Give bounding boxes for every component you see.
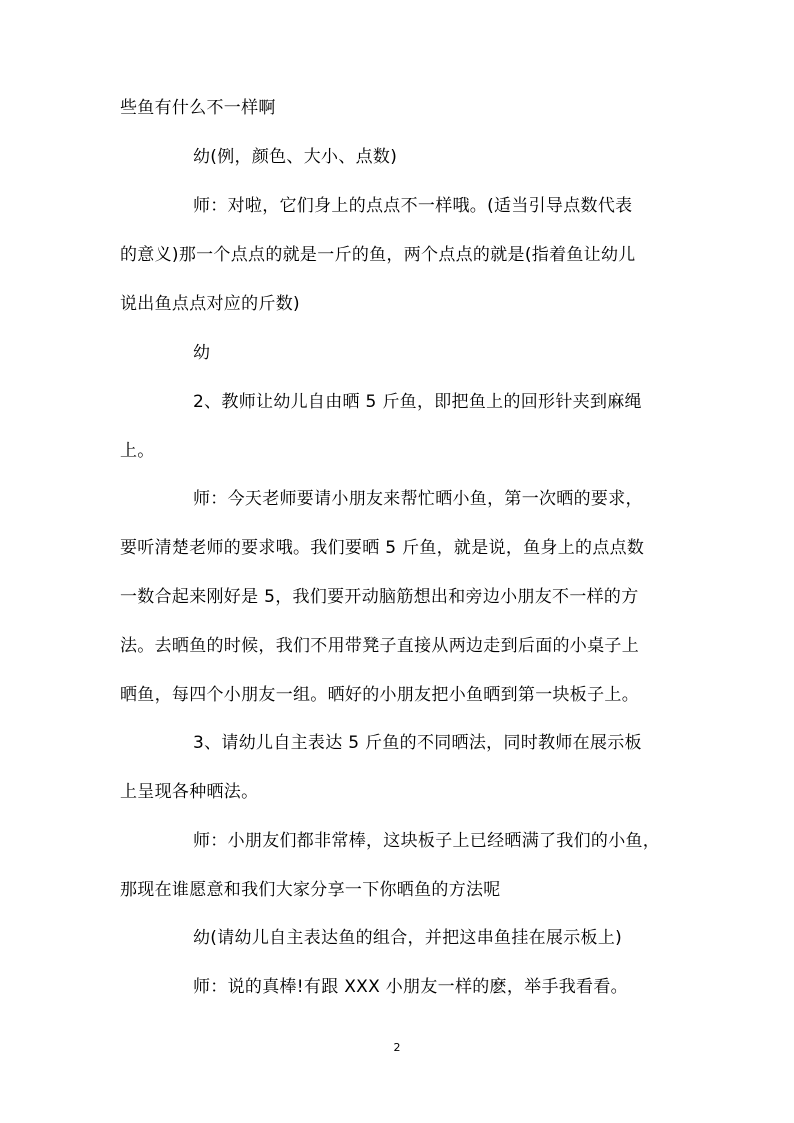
text-line: 师：小朋友们都非常棒，这块板子上已经晒满了我们的小鱼， xyxy=(193,831,661,851)
text-line: 师：说的真棒!有跟 XXX 小朋友一样的麽，举手我看看。 xyxy=(193,977,628,997)
text-line: 些鱼有什么不一样啊 xyxy=(120,98,276,118)
text-line: 幼(例，颜色、大小、点数) xyxy=(193,147,398,167)
text-line: 的意义)那一个点点的就是一斤的鱼，两个点点的就是(指着鱼让幼儿 xyxy=(120,245,636,265)
text-line: 一数合起来刚好是 5，我们要开动脑筋想出和旁边小朋友不一样的方 xyxy=(120,587,639,607)
text-line: 上呈现各种晒法。 xyxy=(120,782,259,802)
page-number: 2 xyxy=(393,1041,401,1054)
text-line: 幼 xyxy=(193,343,211,363)
text-line: 那现在谁愿意和我们大家分享一下你晒鱼的方法呢 xyxy=(120,880,501,900)
text-line: 晒鱼，每四个小朋友一组。晒好的小朋友把小鱼晒到第一块板子上。 xyxy=(120,685,639,705)
text-line: 说出鱼点点对应的斤数) xyxy=(120,294,300,314)
text-line: 上。 xyxy=(120,441,155,461)
text-line: 3、请幼儿自主表达 5 斤鱼的不同晒法，同时教师在展示板 xyxy=(193,733,642,753)
text-line: 法。去晒鱼的时候，我们不用带凳子直接从两边走到后面的小桌子上 xyxy=(120,636,639,656)
text-line: 师：对啦，它们身上的点点不一样哦。(适当引导点数代表 xyxy=(193,196,633,216)
text-line: 师：今天老师要请小朋友来帮忙晒小鱼，第一次晒的要求， xyxy=(193,489,643,509)
text-line: 幼(请幼儿自主表达鱼的组合，并把这串鱼挂在展示板上) xyxy=(193,928,623,948)
text-line: 要听清楚老师的要求哦。我们要晒 5 斤鱼，就是说，鱼身上的点点数 xyxy=(120,538,645,558)
text-line: 2、教师让幼儿自由晒 5 斤鱼，即把鱼上的回形针夹到麻绳 xyxy=(193,392,642,412)
